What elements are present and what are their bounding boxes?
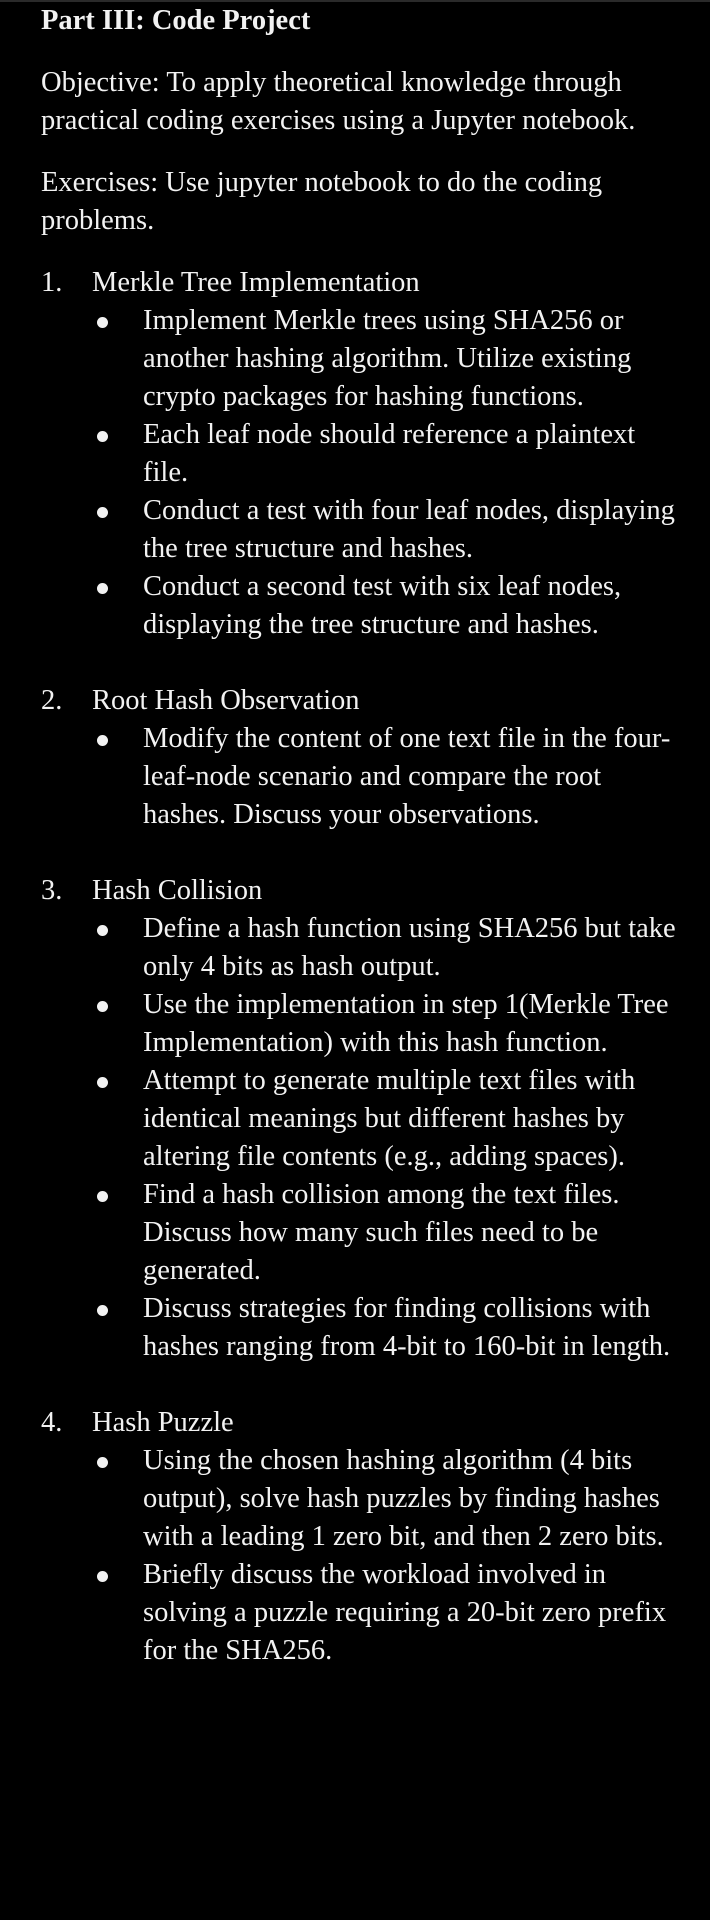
task-item bbox=[41, 872, 681, 1366]
task-title: Merkle Tree Implementation bbox=[92, 267, 420, 298]
bullet-icon bbox=[97, 1001, 108, 1012]
subitem-text: Each leaf node should reference a plaintext file. bbox=[143, 419, 636, 488]
subitem bbox=[92, 910, 681, 986]
task-list bbox=[41, 264, 681, 1670]
task-subitems bbox=[92, 910, 681, 1366]
task-number: 3. bbox=[41, 875, 63, 906]
section-title: Part III: Code Project bbox=[41, 5, 311, 36]
subitem-text: Using the chosen hashing algorithm (4 bits output), solve hash puzzles by finding hashes with a leading 1 zero bit, and then 2 zero bits. bbox=[143, 1445, 664, 1552]
task-number: 4. bbox=[41, 1407, 63, 1438]
task-subitems bbox=[92, 720, 681, 834]
subitem-text: Define a hash function using SHA256 but take only 4 bits as hash output. bbox=[143, 913, 676, 982]
task-title: Hash Collision bbox=[92, 875, 263, 906]
bullet-icon bbox=[97, 1077, 108, 1088]
subitem-text: Conduct a test with four leaf nodes, displaying the tree structure and hashes. bbox=[143, 495, 675, 564]
subitem bbox=[92, 720, 681, 834]
task-number: 1. bbox=[41, 267, 63, 298]
exercises-intro: Exercises: Use jupyter notebook to do the coding problems. bbox=[41, 167, 603, 236]
subitem-text: Conduct a second test with six leaf nodes, displaying the tree structure and hashes. bbox=[143, 571, 622, 640]
task-number: 2. bbox=[41, 685, 63, 716]
task-title: Root Hash Observation bbox=[92, 685, 360, 716]
task-item bbox=[41, 264, 681, 644]
subitem bbox=[92, 1176, 681, 1290]
subitem-text: Use the implementation in step 1(Merkle Tree Implementation) with this hash function. bbox=[143, 989, 669, 1058]
bullet-icon bbox=[97, 317, 108, 328]
bullet-icon bbox=[97, 735, 108, 746]
subitem bbox=[92, 1556, 681, 1670]
subitem-text: Discuss strategies for finding collisions with hashes ranging from 4-bit to 160-bit in length. bbox=[143, 1293, 671, 1362]
task-subitems bbox=[92, 302, 681, 644]
bullet-icon bbox=[97, 1457, 108, 1468]
subitem bbox=[92, 1442, 681, 1556]
subitem-text: Briefly discuss the workload involved in solving a puzzle requiring a 20-bit zero prefix for the SHA256. bbox=[143, 1559, 667, 1666]
bullet-icon bbox=[97, 583, 108, 594]
bullet-icon bbox=[97, 1191, 108, 1202]
task-subitems bbox=[92, 1442, 681, 1670]
task-item bbox=[41, 1404, 681, 1670]
document-body bbox=[41, 2, 681, 1708]
subitem bbox=[92, 1062, 681, 1176]
subitem-text: Attempt to generate multiple text files with identical meanings but different hashes by altering file contents (e.g., adding spaces). bbox=[143, 1065, 636, 1172]
subitem bbox=[92, 986, 681, 1062]
subitem bbox=[92, 568, 681, 644]
objective-paragraph: Objective: To apply theoretical knowledge through practical coding exercises using a Jupyter notebook. bbox=[41, 67, 636, 136]
subitem bbox=[92, 492, 681, 568]
subitem bbox=[92, 302, 681, 416]
task-title: Hash Puzzle bbox=[92, 1407, 234, 1438]
bullet-icon bbox=[97, 507, 108, 518]
task-item bbox=[41, 682, 681, 834]
subitem-text: Implement Merkle trees using SHA256 or another hashing algorithm. Utilize existing crypto packages for hashing functions. bbox=[143, 305, 632, 412]
subitem-text: Modify the content of one text file in the four-leaf-node scenario and compare the root hashes. Discuss your observations. bbox=[143, 723, 671, 830]
subitem bbox=[92, 416, 681, 492]
subitem bbox=[92, 1290, 681, 1366]
subitem-text: Find a hash collision among the text files. Discuss how many such files need to be generated. bbox=[143, 1179, 620, 1286]
bullet-icon bbox=[97, 1305, 108, 1316]
bullet-icon bbox=[97, 1571, 108, 1582]
bullet-icon bbox=[97, 431, 108, 442]
bullet-icon bbox=[97, 925, 108, 936]
